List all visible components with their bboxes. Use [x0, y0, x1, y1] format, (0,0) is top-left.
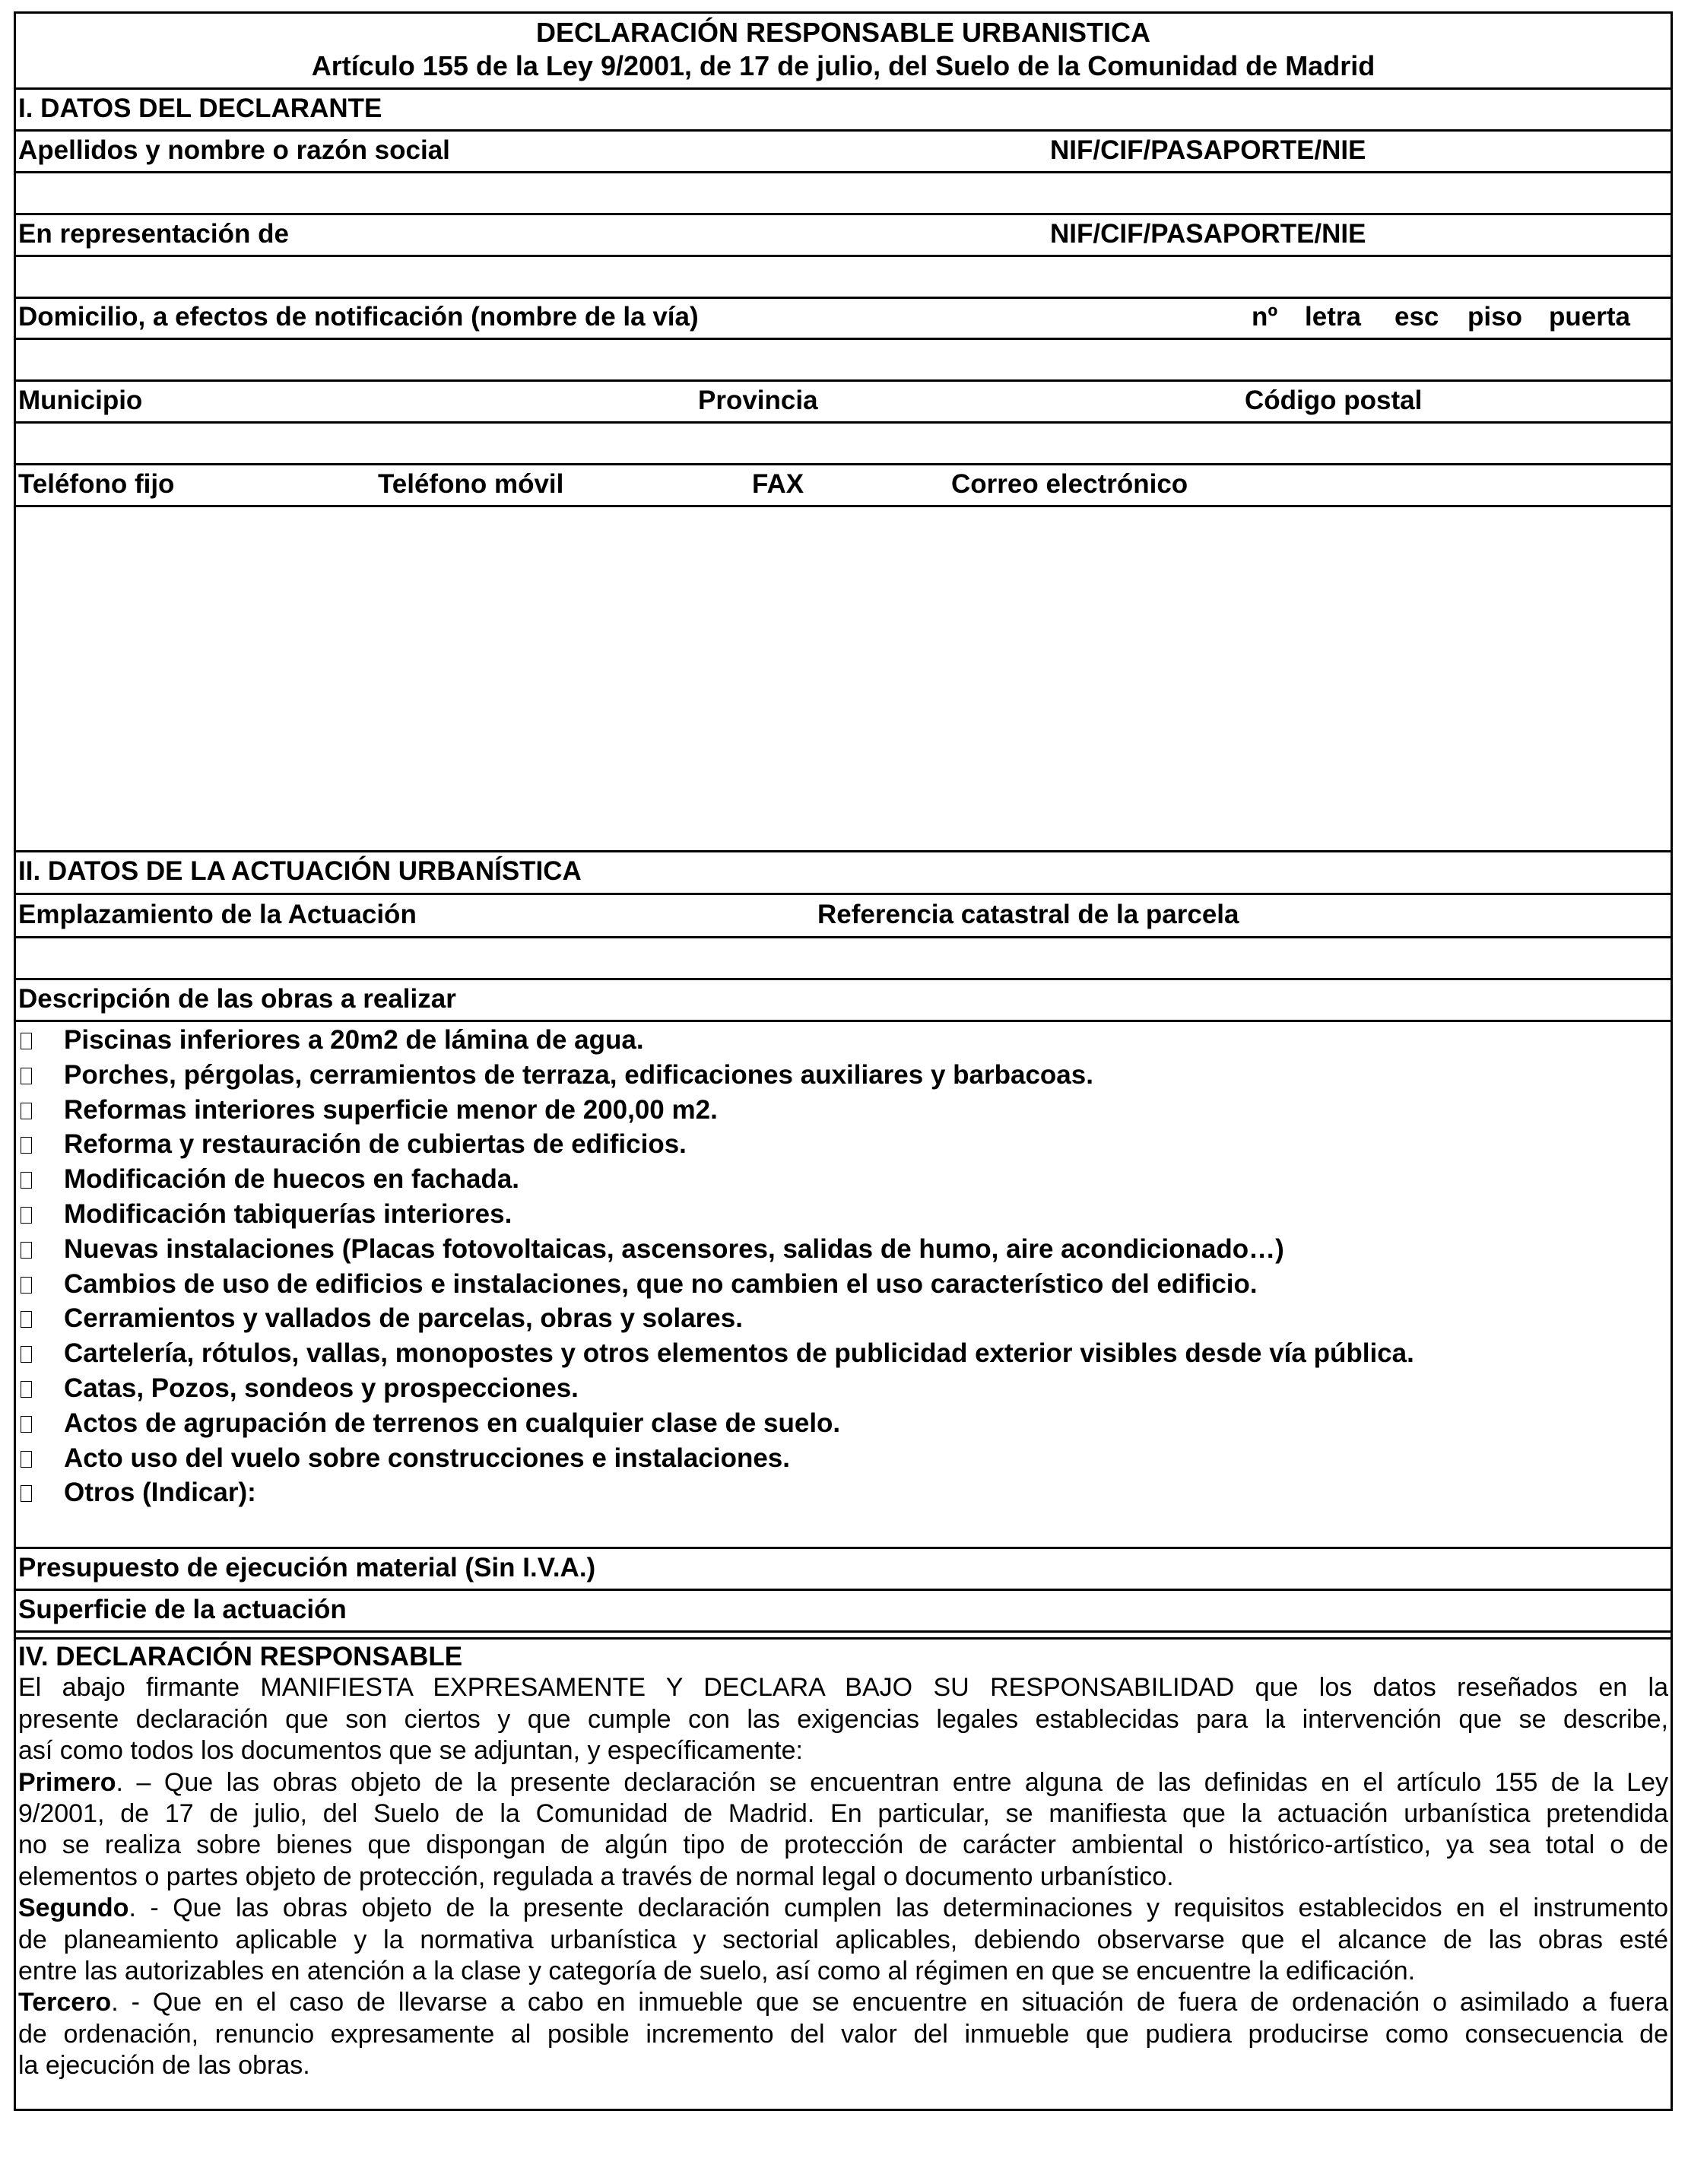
representation-field[interactable] — [18, 257, 1668, 295]
declaration-text: no se realiza sobre bienes que dispongan de algún tipo de protección de carácter ambiental o histórico-artístico, ya sea total o de — [18, 1830, 1668, 1860]
nif2-label: NIF/CIF/PASAPORTE/NIE — [1050, 219, 1366, 249]
cadastral-label: Referencia catastral de la parcela — [817, 900, 1239, 929]
email-label: Correo electrónico — [951, 469, 1188, 499]
divider — [14, 1589, 1673, 1591]
declaration-text: la ejecución de las obras. — [18, 2051, 310, 2081]
representation-label: En representación de — [18, 219, 289, 249]
declaration-line — [18, 1735, 1668, 1767]
divider — [14, 1630, 1673, 1633]
declaration-line — [18, 2050, 1668, 2081]
work-checkbox[interactable] — [21, 1381, 32, 1398]
fax-label: FAX — [752, 469, 804, 499]
divider — [14, 297, 1673, 299]
description-label: Descripción de las obras a realizar — [18, 984, 456, 1014]
work-checkbox[interactable] — [21, 1242, 32, 1259]
work-checkbox[interactable] — [21, 1207, 32, 1224]
contact-field[interactable] — [18, 508, 1668, 849]
declaration-line — [18, 1862, 1668, 1893]
work-checkbox[interactable] — [21, 1311, 32, 1328]
work-checkbox[interactable] — [21, 1103, 32, 1119]
phone-label: Teléfono fijo — [18, 469, 175, 499]
location-label: Emplazamiento de la Actuación — [18, 900, 417, 929]
nif-label: NIF/CIF/PASAPORTE/NIE — [1050, 135, 1366, 165]
work-item: Cartelería, rótulos, vallas, monopostes y otros elementos de publicidad exterior visibles desde vía pública. — [64, 1338, 1414, 1369]
number-label: nº — [1252, 302, 1278, 332]
door-label: puerta — [1549, 302, 1630, 332]
mobile-label: Teléfono móvil — [378, 469, 564, 499]
declaration-text: elementos o partes objeto de protección, regulada a través de normal legal o documento urbanístico. — [18, 1862, 1174, 1891]
clause-label: Tercero — [18, 1988, 112, 2017]
municipality-label: Municipio — [18, 386, 143, 415]
divider — [14, 505, 1673, 507]
work-item: Cerramientos y vallados de parcelas, obras y solares. — [64, 1303, 743, 1334]
province-label: Provincia — [698, 386, 818, 415]
declaration-line — [18, 1672, 1668, 1703]
clause-label: Primero — [18, 1767, 116, 1797]
declaration-section — [18, 1641, 1668, 2082]
declaration-line — [18, 1893, 1668, 1924]
work-item: Cambios de uso de edificios e instalaciones, que no cambien el uso característico del edificio. — [64, 1268, 1258, 1299]
clause-label: Segundo — [18, 1894, 129, 1923]
work-item: Nuevas instalaciones (Placas fotovoltaicas, ascensores, salidas de humo, aire acondicionado…) — [64, 1233, 1284, 1264]
declaration-text: entre las autorizables en atención a la clase y categoría de suelo, así como al régimen en que se encuentre la edificación. — [18, 1957, 1416, 1986]
divider — [14, 1547, 1673, 1549]
declaration-text: . – Que las obras objeto de la presente declaración se encuentran entre alguna de las definidas en el artículo 155 de la Ley — [116, 1767, 1668, 1797]
work-checkbox[interactable] — [21, 1485, 32, 1502]
section-heading: IV. DECLARACIÓN RESPONSABLE — [18, 1642, 463, 1671]
declaration-text: 9/2001, de 17 de julio, del Suelo de la Comunidad de Madrid. En particular, se manifiesta que la actuación urbanística pretendida — [18, 1799, 1668, 1829]
declaration-text: presente declaración que son ciertos y que cumple con las exigencias legales establecidas para la intervención que se describe, — [18, 1704, 1668, 1734]
divider — [14, 87, 1673, 90]
section-heading: II. DATOS DE LA ACTUACIÓN URBANÍSTICA — [18, 856, 582, 886]
name-label: Apellidos y nombre o razón social — [18, 135, 450, 165]
divider — [14, 850, 1673, 852]
work-item: Modificación de huecos en fachada. — [64, 1164, 520, 1195]
divider — [14, 463, 1673, 465]
work-item: Reformas interiores superficie menor de 200,00 m2. — [64, 1094, 718, 1125]
divider — [14, 1020, 1673, 1022]
declaration-line — [18, 2019, 1668, 2050]
work-item: Modificación tabiquerías interiores. — [64, 1199, 512, 1229]
divider — [14, 129, 1673, 132]
declaration-line — [18, 1987, 1668, 2018]
declaration-text: así como todos los documentos que se adjuntan, y específicamente: — [18, 1736, 803, 1766]
name-field[interactable] — [18, 173, 1668, 211]
address-label: Domicilio, a efectos de notificación (nombre de la vía) — [18, 302, 699, 332]
stair-label: esc — [1395, 302, 1439, 332]
area-label: Superficie de la actuación — [18, 1595, 347, 1624]
postal-code-label: Código postal — [1245, 386, 1423, 415]
work-checkbox[interactable] — [21, 1451, 32, 1468]
work-item: Acto uso del vuelo sobre construcciones e instalaciones. — [64, 1443, 790, 1473]
section-heading: I. DATOS DEL DECLARANTE — [18, 94, 382, 123]
declaration-text: . - Que las obras objeto de la presente declaración cumplen las determinaciones y requisitos establecidos en el instrumento — [129, 1894, 1668, 1923]
floor-label: piso — [1467, 302, 1522, 332]
work-item: Otros (Indicar): — [64, 1478, 256, 1508]
declaration-line — [18, 1767, 1668, 1798]
divider — [14, 379, 1673, 382]
location-field[interactable] — [18, 939, 1668, 976]
divider — [14, 1637, 1673, 1640]
budget-label: Presupuesto de ejecución material (Sin I.V.A.) — [18, 1553, 596, 1582]
municipality-field[interactable] — [18, 424, 1668, 462]
work-checkbox[interactable] — [21, 1172, 32, 1189]
work-item: Reforma y restauración de cubiertas de edificios. — [64, 1129, 687, 1160]
work-checkbox[interactable] — [21, 1137, 32, 1154]
declaration-line — [18, 1830, 1668, 1861]
declaration-text: . - Que en el caso de llevarse a cabo en inmueble que se encuentre en situación de fuera de ordenación o asimilado a fuera — [111, 1988, 1668, 2017]
declaration-line — [18, 1798, 1668, 1830]
divider — [14, 893, 1673, 895]
work-item: Actos de agrupación de terrenos en cualquier clase de suelo. — [64, 1408, 841, 1438]
form-title: DECLARACIÓN RESPONSABLE URBANISTICA — [535, 17, 1151, 48]
work-item: Catas, Pozos, sondeos y prospecciones. — [64, 1373, 579, 1403]
declaration-line — [18, 1925, 1668, 1956]
work-checkbox[interactable] — [21, 1033, 32, 1049]
work-item: Porches, pérgolas, cerramientos de terraza, edificaciones auxiliares y barbacoas. — [64, 1059, 1093, 1090]
divider — [14, 978, 1673, 980]
address-field[interactable] — [18, 340, 1668, 378]
work-checkbox[interactable] — [21, 1068, 32, 1084]
divider — [14, 213, 1673, 215]
declaration-text: de ordenación, renuncio expresamente al posible incremento del valor del inmueble que pudiera producirse como consecuencia de — [18, 2019, 1668, 2049]
declaration-text: El abajo firmante MANIFIESTA EXPRESAMENTE Y DECLARA BAJO SU RESPONSABILIDAD que los datos reseñados en la — [18, 1673, 1668, 1703]
form-subtitle: Artículo 155 de la Ley 9/2001, de 17 de julio, del Suelo de la Comunidad de Madrid — [311, 50, 1375, 81]
declaration-line — [18, 1704, 1668, 1735]
work-item: Piscinas inferiores a 20m2 de lámina de agua. — [64, 1025, 644, 1055]
declaration-text: de planeamiento aplicable y la normativa urbanística y sectorial aplicables, debiendo observarse que el alcance de las obras esté — [18, 1925, 1668, 1954]
letter-label: letra — [1305, 302, 1361, 332]
work-checkbox[interactable] — [21, 1277, 32, 1294]
declaration-line — [18, 1956, 1668, 1987]
work-checkbox[interactable] — [21, 1416, 32, 1433]
work-checkbox[interactable] — [21, 1346, 32, 1363]
divider — [14, 936, 1673, 938]
